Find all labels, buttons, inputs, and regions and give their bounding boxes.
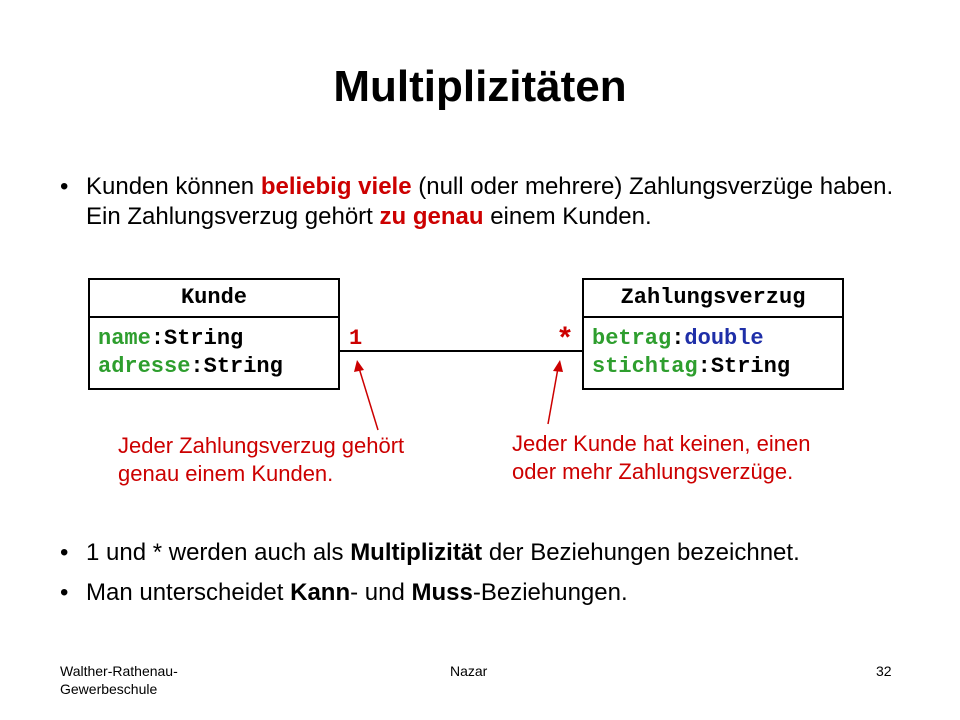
note-line: Jeder Kunde hat keinen, einen bbox=[512, 431, 811, 456]
footer-school-line: Gewerbeschule bbox=[60, 681, 158, 697]
emphasis-beliebig-viele: beliebig viele bbox=[260, 173, 412, 200]
attribute-separator: : bbox=[697, 354, 711, 379]
footer-page-number: 32 bbox=[876, 663, 892, 679]
note-line: genau einem Kunden. bbox=[118, 461, 334, 486]
attribute-type: String bbox=[164, 326, 244, 351]
footer-school-line: Walther-Rathenau- bbox=[60, 663, 178, 679]
class-name: Kunde bbox=[90, 280, 338, 318]
bullet-dot: • bbox=[60, 173, 69, 200]
footer-school bbox=[60, 662, 178, 698]
attribute-type: String bbox=[710, 354, 791, 379]
note-line: Jeder Zahlungsverzug gehört bbox=[118, 433, 405, 458]
attribute-type: String bbox=[203, 354, 283, 379]
note-line: oder mehr Zahlungsverzüge. bbox=[512, 459, 794, 484]
class-name: Zahlungsverzug bbox=[584, 280, 842, 318]
bullet-text bbox=[86, 578, 920, 608]
emphasis-zu-genau: zu genau bbox=[379, 203, 484, 230]
bullet-kann-muss bbox=[60, 578, 920, 608]
attribute-separator: : bbox=[671, 326, 685, 351]
pointer-line-right bbox=[548, 368, 558, 424]
bullet-dot: • bbox=[60, 539, 69, 566]
bullet-text-part: einem Kunden. bbox=[483, 203, 652, 230]
bullet-multiplizitaet bbox=[60, 538, 920, 568]
footer-author: Nazar bbox=[450, 663, 488, 679]
bullet-text-part: -Beziehungen. bbox=[472, 579, 628, 606]
attribute-separator: : bbox=[150, 326, 165, 351]
slide-title: Multiplizitäten bbox=[333, 62, 627, 111]
attribute-separator: : bbox=[190, 354, 204, 379]
bullet-text-part: Man unterscheidet bbox=[86, 579, 291, 606]
bullet-text-part: (null oder mehrere) Zahlungsverzüge haben. Ein Zahlungsverzug gehört bbox=[86, 173, 894, 230]
arrowhead-left bbox=[354, 360, 364, 372]
bullet-text bbox=[86, 538, 920, 568]
arrowhead-right bbox=[553, 360, 563, 372]
attribute-name: betrag bbox=[592, 326, 672, 351]
pointer-line-left bbox=[359, 368, 378, 430]
attribute-type: double bbox=[684, 326, 764, 351]
note-left bbox=[118, 432, 404, 488]
attribute-name: stichtag bbox=[592, 354, 698, 379]
bullet-text-part: Kunden können bbox=[86, 173, 261, 200]
note-right bbox=[512, 430, 810, 486]
attribute-name: name bbox=[98, 326, 151, 351]
multiplicity-one: 1 bbox=[349, 326, 363, 351]
bullet-text-part: 1 und * werden auch als bbox=[86, 539, 351, 566]
emphasis-kann: Kann bbox=[290, 579, 351, 606]
bullet-text-part: - und bbox=[350, 579, 412, 606]
bullet-text-part: der Beziehungen bezeichnet. bbox=[482, 539, 800, 566]
attribute-name: adresse bbox=[98, 354, 191, 379]
emphasis-muss: Muss bbox=[411, 579, 473, 606]
multiplicity-many: * bbox=[556, 324, 575, 358]
emphasis-multiplizitaet: Multiplizität bbox=[350, 539, 483, 566]
bullet-dot: • bbox=[60, 579, 69, 606]
